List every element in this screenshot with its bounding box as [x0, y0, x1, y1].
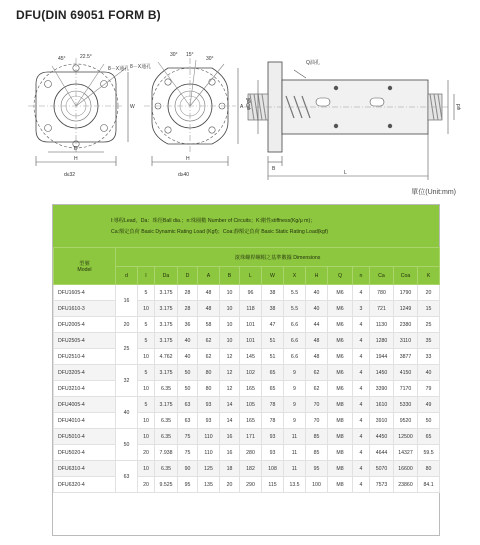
- cell-ca: 3910: [370, 413, 394, 429]
- cell-coa: 3110: [394, 333, 418, 349]
- cell-q: M6: [328, 365, 353, 381]
- cell-b: 10: [220, 333, 240, 349]
- angle-45-label: 45°: [58, 56, 66, 62]
- cell-coa: 4150: [394, 365, 418, 381]
- cell-ca: 3390: [370, 381, 394, 397]
- cell-w: 93: [262, 445, 284, 461]
- cell-ca: 1944: [370, 349, 394, 365]
- cell-x: 11: [284, 429, 306, 445]
- hole-label-mid: 8－X通孔: [130, 64, 152, 70]
- cell-l: 10: [138, 461, 155, 477]
- dim-Dg6-label: φDg6: [246, 97, 252, 110]
- cell-w: 47: [262, 317, 284, 333]
- column-header-k: K: [418, 267, 440, 285]
- cell-x: 11: [284, 445, 306, 461]
- spec-table: [53, 247, 440, 493]
- cell-ca: 1130: [370, 317, 394, 333]
- cell-model: DFU2505-4: [54, 333, 116, 349]
- cell-da: 6.35: [155, 381, 178, 397]
- model-header-cn: 型號: [79, 260, 90, 267]
- cell-l: 165: [240, 413, 262, 429]
- cell-ca: 1280: [370, 333, 394, 349]
- cell-coa: 23860: [394, 477, 418, 493]
- cell-b: 14: [220, 397, 240, 413]
- cell-x: 6.6: [284, 333, 306, 349]
- cell-w: 38: [262, 285, 284, 301]
- cell-k: 79: [418, 381, 440, 397]
- unit-label: 單位(Unit:mm): [411, 189, 456, 196]
- hole-label-left: 8－X通孔: [108, 66, 130, 72]
- cell-da: 3.175: [155, 285, 178, 301]
- cell-a: 125: [198, 461, 220, 477]
- cell-da: 6.35: [155, 429, 178, 445]
- cell-ca: 780: [370, 285, 394, 301]
- cell-l: 5: [138, 333, 155, 349]
- cell-k: 15: [418, 301, 440, 317]
- column-header-d: D: [178, 267, 198, 285]
- cell-d: 40: [178, 349, 198, 365]
- cell-l: 10: [138, 429, 155, 445]
- cell-a: 62: [198, 333, 220, 349]
- cell-model: DFU1610-3: [54, 301, 116, 317]
- cell-n: 4: [353, 397, 370, 413]
- cell-b: 12: [220, 381, 240, 397]
- cell-l: 102: [240, 365, 262, 381]
- cell-a: 93: [198, 413, 220, 429]
- cell-x: 9: [284, 397, 306, 413]
- column-header-h: H: [306, 267, 328, 285]
- cell-n: 4: [353, 477, 370, 493]
- cell-h: 100: [306, 477, 328, 493]
- oil-hole-label: Q油孔: [306, 60, 320, 66]
- column-header-n: n: [353, 267, 370, 285]
- cell-h: 62: [306, 365, 328, 381]
- cell-q: M8: [328, 477, 353, 493]
- cell-l: 20: [138, 477, 155, 493]
- flange-view-right: [144, 58, 238, 166]
- cell-q: M6: [328, 285, 353, 301]
- table-row: [54, 333, 440, 349]
- cell-coa: 1790: [394, 285, 418, 301]
- cell-d: 50: [116, 429, 138, 461]
- cell-w: 65: [262, 381, 284, 397]
- dim-A-label: A: [240, 104, 244, 110]
- cell-w: 78: [262, 413, 284, 429]
- angle-30-label: 30°: [170, 52, 178, 58]
- cell-h: 40: [306, 301, 328, 317]
- cell-model: DFU3210-4: [54, 381, 116, 397]
- cell-b: 10: [220, 317, 240, 333]
- cell-model: DFU4010-4: [54, 413, 116, 429]
- cell-k: 25: [418, 317, 440, 333]
- cell-k: 50: [418, 413, 440, 429]
- cell-l: 5: [138, 317, 155, 333]
- cell-l: 96: [240, 285, 262, 301]
- cell-b: 20: [220, 477, 240, 493]
- cell-w: 65: [262, 365, 284, 381]
- technical-drawing: [18, 44, 466, 184]
- cell-h: 70: [306, 397, 328, 413]
- cell-n: 4: [353, 317, 370, 333]
- cell-d: 16: [116, 285, 138, 317]
- dim-H-label: H: [74, 156, 78, 162]
- cell-coa: 9520: [394, 413, 418, 429]
- cell-coa: 14327: [394, 445, 418, 461]
- cell-l: 280: [240, 445, 262, 461]
- column-header-da: Da: [155, 267, 178, 285]
- cell-d: 90: [178, 461, 198, 477]
- cell-w: 51: [262, 349, 284, 365]
- cell-w: 51: [262, 333, 284, 349]
- cell-n: 4: [353, 429, 370, 445]
- cell-h: 85: [306, 445, 328, 461]
- cell-model: DFU4005-4: [54, 397, 116, 413]
- angle-15-label: 15°: [186, 52, 194, 58]
- cell-q: M6: [328, 333, 353, 349]
- cell-h: 40: [306, 285, 328, 301]
- cell-da: 3.175: [155, 301, 178, 317]
- cell-l: 145: [240, 349, 262, 365]
- cell-d: 40: [116, 397, 138, 429]
- cell-q: M8: [328, 445, 353, 461]
- cell-coa: 1249: [394, 301, 418, 317]
- cell-k: 59.5: [418, 445, 440, 461]
- cell-d: 95: [178, 477, 198, 493]
- cell-a: 110: [198, 445, 220, 461]
- cell-da: 7.938: [155, 445, 178, 461]
- cell-d: 50: [178, 365, 198, 381]
- cell-h: 85: [306, 429, 328, 445]
- table-row: [54, 477, 440, 493]
- cell-l: 5: [138, 285, 155, 301]
- cell-da: 3.175: [155, 333, 178, 349]
- cell-a: 62: [198, 349, 220, 365]
- cell-a: 48: [198, 285, 220, 301]
- cell-h: 62: [306, 381, 328, 397]
- cell-d: 36: [178, 317, 198, 333]
- table-row: [54, 445, 440, 461]
- cell-coa: 12500: [394, 429, 418, 445]
- column-header-x: X: [284, 267, 306, 285]
- cell-k: 20: [418, 285, 440, 301]
- cell-l: 290: [240, 477, 262, 493]
- dim-B-label: B: [272, 166, 276, 172]
- column-header-ca: Ca: [370, 267, 394, 285]
- cell-x: 5.5: [284, 301, 306, 317]
- table-row: [54, 413, 440, 429]
- cell-w: 78: [262, 397, 284, 413]
- note-d32: d≤32: [64, 172, 76, 178]
- cell-x: 6.6: [284, 317, 306, 333]
- dim-D-label: D: [74, 146, 78, 152]
- cell-da: 3.175: [155, 317, 178, 333]
- cell-x: 9: [284, 381, 306, 397]
- cell-ca: 4450: [370, 429, 394, 445]
- cell-q: M8: [328, 413, 353, 429]
- note-d40: d≥40: [178, 172, 190, 178]
- cell-b: 12: [220, 349, 240, 365]
- cell-ca: 7573: [370, 477, 394, 493]
- cell-l: 105: [240, 397, 262, 413]
- dim-d-label: φd: [456, 103, 462, 110]
- cell-da: 6.35: [155, 461, 178, 477]
- dimensions-header: 滾珠螺桿螺帽之基準數據 Dimensions: [116, 248, 440, 267]
- table-row: [54, 429, 440, 445]
- cell-l: 101: [240, 333, 262, 349]
- legend-box: [53, 205, 439, 247]
- cell-n: 4: [353, 381, 370, 397]
- cell-k: 40: [418, 365, 440, 381]
- cell-l: 10: [138, 413, 155, 429]
- cell-l: 101: [240, 317, 262, 333]
- dim-W-label: W: [130, 104, 135, 110]
- cell-k: 49: [418, 397, 440, 413]
- cell-da: 6.35: [155, 413, 178, 429]
- cell-l: 118: [240, 301, 262, 317]
- cell-n: 3: [353, 301, 370, 317]
- cell-d: 28: [178, 301, 198, 317]
- cell-q: M6: [328, 349, 353, 365]
- cell-ca: 5070: [370, 461, 394, 477]
- cell-x: 5.5: [284, 285, 306, 301]
- cell-d: 63: [178, 413, 198, 429]
- cell-a: 48: [198, 301, 220, 317]
- cell-h: 48: [306, 349, 328, 365]
- table-row: [54, 381, 440, 397]
- column-header-q: Q: [328, 267, 353, 285]
- cell-da: 3.175: [155, 365, 178, 381]
- cell-d: 28: [178, 285, 198, 301]
- cell-x: 9: [284, 365, 306, 381]
- cell-x: 9: [284, 413, 306, 429]
- cell-w: 93: [262, 429, 284, 445]
- cell-n: 4: [353, 333, 370, 349]
- cell-n: 4: [353, 413, 370, 429]
- page-title: DFU(DIN 69051 FORM B): [16, 8, 161, 22]
- cell-a: 58: [198, 317, 220, 333]
- table-row: [54, 349, 440, 365]
- cell-b: 10: [220, 301, 240, 317]
- cell-x: 13.5: [284, 477, 306, 493]
- cell-d: 25: [116, 333, 138, 365]
- legend-line-1: l:導程Lead，Da：珠徑Ball dia.；n:珠圈數 Number of Circuits；K:剛性stiffness(Kg/μ m)；: [111, 218, 316, 224]
- flange-view-left: [28, 58, 128, 166]
- cell-k: 65: [418, 429, 440, 445]
- cell-x: 11: [284, 461, 306, 477]
- angle-30b-label: 30°: [206, 56, 214, 62]
- cell-d: 75: [178, 429, 198, 445]
- cell-d: 20: [116, 317, 138, 333]
- cell-b: 12: [220, 365, 240, 381]
- cell-a: 93: [198, 397, 220, 413]
- cell-h: 44: [306, 317, 328, 333]
- cell-q: M6: [328, 381, 353, 397]
- cell-l: 182: [240, 461, 262, 477]
- cell-da: 3.175: [155, 397, 178, 413]
- cell-q: M6: [328, 317, 353, 333]
- dim-L-label: L: [344, 170, 347, 176]
- spec-panel: [52, 204, 440, 536]
- cell-model: DFU6320-4: [54, 477, 116, 493]
- cell-model: DFU2005-4: [54, 317, 116, 333]
- cell-b: 10: [220, 285, 240, 301]
- cell-b: 18: [220, 461, 240, 477]
- cell-a: 80: [198, 365, 220, 381]
- cell-ca: 1610: [370, 397, 394, 413]
- cell-coa: 16600: [394, 461, 418, 477]
- cell-h: 48: [306, 333, 328, 349]
- cell-n: 4: [353, 461, 370, 477]
- table-row: [54, 397, 440, 413]
- cell-n: 4: [353, 349, 370, 365]
- cell-l: 5: [138, 397, 155, 413]
- cell-model: DFU2510-4: [54, 349, 116, 365]
- cell-da: 4.762: [155, 349, 178, 365]
- cell-l: 5: [138, 365, 155, 381]
- cell-l: 10: [138, 381, 155, 397]
- model-header-en: Model: [77, 266, 92, 273]
- cell-coa: 5330: [394, 397, 418, 413]
- cell-coa: 7170: [394, 381, 418, 397]
- cell-d: 32: [116, 365, 138, 397]
- cell-d: 40: [178, 333, 198, 349]
- cell-h: 70: [306, 413, 328, 429]
- cell-model: DFU3205-4: [54, 365, 116, 381]
- cell-a: 110: [198, 429, 220, 445]
- cell-n: 4: [353, 285, 370, 301]
- column-header-w: W: [262, 267, 284, 285]
- cell-a: 80: [198, 381, 220, 397]
- table-row: [54, 301, 440, 317]
- cell-coa: 2380: [394, 317, 418, 333]
- cell-da: 9.525: [155, 477, 178, 493]
- cell-model: DFU5010-4: [54, 429, 116, 445]
- cell-k: 33: [418, 349, 440, 365]
- cell-q: M8: [328, 397, 353, 413]
- table-row: [54, 317, 440, 333]
- cell-l: 20: [138, 445, 155, 461]
- table-row: [54, 365, 440, 381]
- cell-d: 75: [178, 445, 198, 461]
- column-header-b: B: [220, 267, 240, 285]
- cell-d: 50: [178, 381, 198, 397]
- cell-ca: 721: [370, 301, 394, 317]
- legend-line-2: Ca:額定負荷 Basic Dynamic Rating Load (Kgf)；Coa:靜額定負荷 Basic Static Rating Load(kgf): [111, 229, 329, 235]
- cell-k: 84.1: [418, 477, 440, 493]
- column-header-coa: Coa: [394, 267, 418, 285]
- cell-b: 14: [220, 413, 240, 429]
- cell-n: 4: [353, 365, 370, 381]
- column-header-a: A: [198, 267, 220, 285]
- cell-ca: 4644: [370, 445, 394, 461]
- cell-q: M6: [328, 301, 353, 317]
- angle-22-label: 22.5°: [80, 54, 92, 60]
- cell-a: 135: [198, 477, 220, 493]
- cell-d: 63: [116, 461, 138, 493]
- cell-model: DFU5020-4: [54, 445, 116, 461]
- table-row: [54, 461, 440, 477]
- cell-b: 16: [220, 445, 240, 461]
- table-row: [54, 285, 440, 301]
- cell-n: 4: [353, 445, 370, 461]
- model-header: [54, 248, 116, 285]
- cell-l: 10: [138, 349, 155, 365]
- cell-h: 95: [306, 461, 328, 477]
- column-header-l: L: [240, 267, 262, 285]
- cell-k: 80: [418, 461, 440, 477]
- cell-ca: 1450: [370, 365, 394, 381]
- cell-q: M8: [328, 461, 353, 477]
- cell-w: 115: [262, 477, 284, 493]
- cell-l: 171: [240, 429, 262, 445]
- column-header-l: l: [138, 267, 155, 285]
- cell-q: M8: [328, 429, 353, 445]
- cell-k: 35: [418, 333, 440, 349]
- cell-l: 165: [240, 381, 262, 397]
- cell-d: 63: [178, 397, 198, 413]
- cell-model: DFU6310-4: [54, 461, 116, 477]
- cell-x: 6.6: [284, 349, 306, 365]
- dim-H2-label: H: [186, 156, 190, 162]
- cell-l: 10: [138, 301, 155, 317]
- cell-w: 108: [262, 461, 284, 477]
- cell-model: DFU1605-4: [54, 285, 116, 301]
- side-view: [244, 62, 454, 180]
- column-header-d: d: [116, 267, 138, 285]
- cell-b: 16: [220, 429, 240, 445]
- cell-w: 38: [262, 301, 284, 317]
- cell-coa: 3877: [394, 349, 418, 365]
